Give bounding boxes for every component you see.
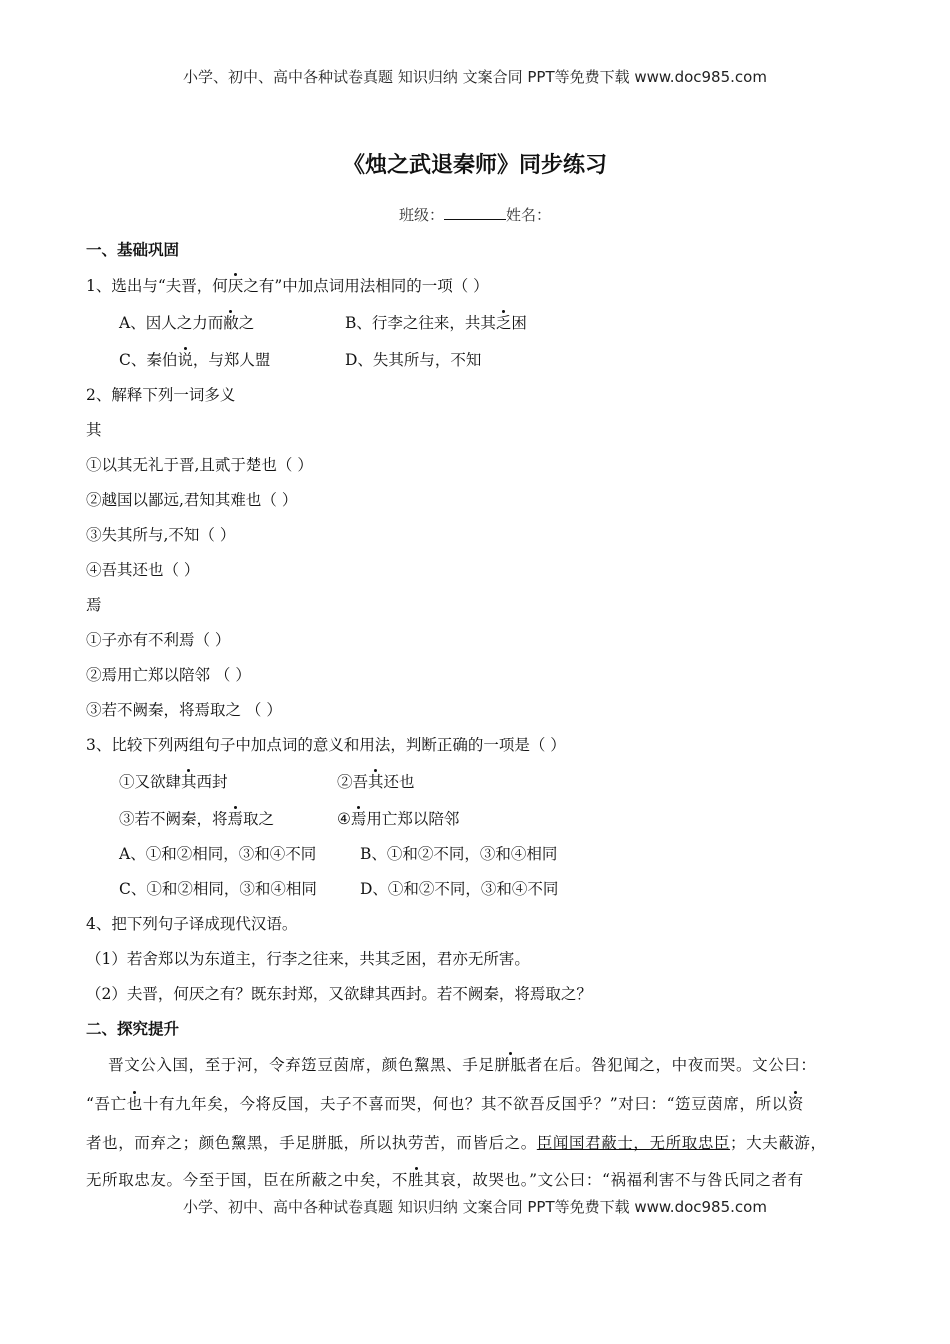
q2-stem: 2、解释下列一词多义: [86, 386, 236, 404]
q3-sentence-1: ①又欲肆其西封: [119, 773, 228, 791]
class-label: 班级：: [398, 206, 444, 224]
section-1-heading: 一、基础巩固: [86, 241, 180, 259]
q3-option-a: A、①和②相同，③和④不同: [119, 845, 317, 863]
q3-option-b: B、①和②不同，③和④相同: [360, 845, 558, 863]
q2-word-qi: 其: [86, 421, 102, 439]
class-name-line: [0, 204, 950, 225]
site-banner-bottom: 小学、初中、高中各种试卷真题 知识归纳 文案合同 PPT等免费下载 www.doc985.com: [183, 1198, 767, 1216]
q2-qi-item: ①以其无礼于晋,且贰于楚也（ ）: [86, 456, 313, 474]
q2-yan-item: ①子亦有不利焉（ ）: [86, 631, 231, 649]
site-banner-top: 小学、初中、高中各种试卷真题 知识归纳 文案合同 PPT等免费下载 www.doc985.com: [183, 68, 767, 86]
page-title: 《烛之武退秦师》同步练习: [342, 153, 607, 178]
q2-qi-item: ②越国以鄙远,君知其难也（ ）: [86, 491, 298, 509]
q4-item: （1）若舍郑以为东道主，行李之往来，共其乏困，君亦无所害。: [86, 950, 530, 968]
passage-line: 者也，而弃之；颜色黧黑，手足胼胝，所以执劳苦，而皆后之。臣闻国君蔽士，无所取忠臣；大夫蔽游，: [86, 1134, 827, 1152]
q2-yan-item: ②焉用亡郑以陪邻 （ ）: [86, 666, 251, 684]
passage-line: 无所取忠友。今至于国，臣在所蔽之中矣，不胜其哀，故哭也。”文公曰：“祸福利害不与咎氏同之者有: [86, 1171, 804, 1189]
q1-stem: 1、选出与“夫晋，何厌之有”中加点词用法相同的一项（ ）: [86, 277, 489, 295]
q3-sentence-4: ④焉用亡郑以陪邻: [337, 810, 460, 828]
q3-stem: 3、比较下列两组句子中加点词的意义和用法，判断正确的一项是（ ）: [86, 736, 566, 754]
q2-qi-item: ④吾其还也（ ）: [86, 561, 200, 579]
q4-item: （2）夫晋，何厌之有？既东封郑，又欲肆其西封。若不阙秦，将焉取之？: [86, 985, 592, 1003]
q3-option-d: D、①和②不同，③和④不同: [360, 880, 559, 898]
q4-stem: 4、把下列句子译成现代汉语。: [86, 915, 298, 933]
name-label: 姓名：: [506, 206, 552, 224]
q3-option-c: C、①和②相同，③和④相同: [119, 880, 317, 898]
section-2-heading: 二、探究提升: [86, 1020, 180, 1038]
passage-line: “吾亡也十有九年矣，今将反国，夫子不喜而哭，何也？其不欲吾反国乎？”对曰：“笾豆茵席，所以资: [86, 1095, 804, 1113]
q2-word-yan: 焉: [86, 596, 102, 614]
q2-qi-item: ③失其所与,不知（ ）: [86, 526, 236, 544]
class-blank: [444, 205, 506, 220]
q1-option-b: B、行李之往来，共其乏困: [345, 314, 527, 332]
q3-sentence-2: ②吾其还也: [337, 773, 415, 791]
underlined-sentence: 臣闻国君蔽士，无所取忠臣: [536, 1134, 731, 1152]
q2-yan-item: ③若不阙秦，将焉取之 （ ）: [86, 701, 282, 719]
q3-sentence-3: ③若不阙秦，将焉取之: [119, 810, 275, 828]
q1-option-c: C、秦伯说，与郑人盟: [119, 351, 271, 369]
q1-option-d: D、失其所与，不知: [345, 351, 482, 369]
passage-line: 晋文公入国，至于河，令弃笾豆茵席，颜色黧黑、手足胼胝者在后。咎犯闻之，中夜而哭。文公曰：: [86, 1056, 817, 1074]
q1-option-a: A、因人之力而敝之: [119, 314, 255, 332]
